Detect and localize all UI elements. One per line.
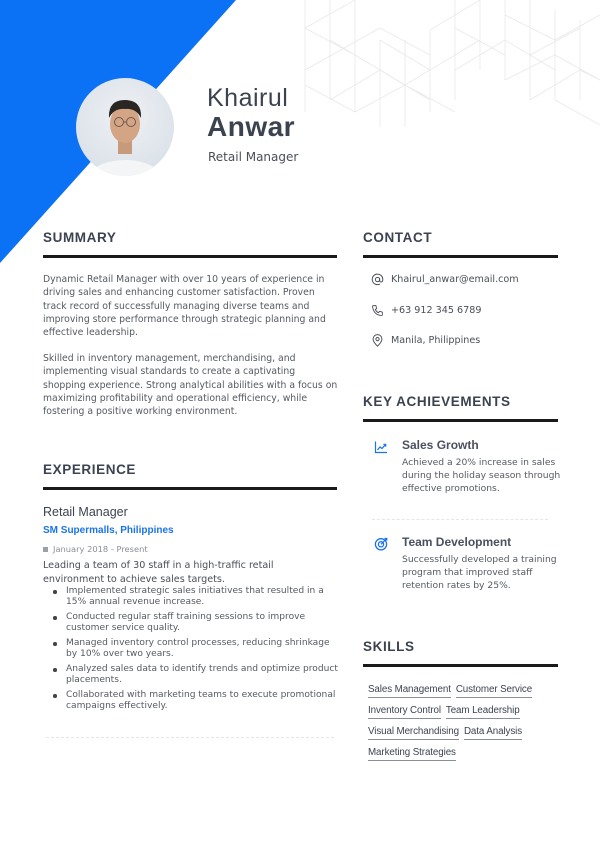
experience-heading: EXPERIENCE — [43, 462, 137, 477]
skills-divider — [363, 664, 558, 667]
phone-icon — [371, 304, 384, 317]
contact-divider — [363, 255, 558, 258]
experience-bullet: Analyzed sales data to identify trends and optimize product placements. — [53, 664, 338, 686]
calendar-icon — [43, 547, 48, 552]
profile-photo — [76, 78, 174, 176]
contact-heading: CONTACT — [363, 230, 433, 245]
contact-phone-text: +63 912 345 6789 — [391, 305, 482, 316]
achievements-divider — [363, 419, 558, 422]
contact-phone[interactable] — [371, 304, 481, 317]
last-name: Anwar — [207, 111, 296, 142]
target-icon — [374, 537, 388, 551]
skill-tag: Sales Management — [368, 684, 451, 698]
trending-up-icon — [374, 440, 388, 454]
achievements-heading: KEY ACHIEVEMENTS — [363, 394, 511, 409]
skill-tag: Visual Merchandising — [368, 726, 459, 740]
achievement-title: Sales Growth — [402, 438, 479, 452]
achievement-title: Team Development — [402, 535, 512, 549]
skill-tag: Team Leadership — [446, 705, 520, 719]
skill-tag: Inventory Control — [368, 705, 441, 719]
experience-role: Retail Manager — [43, 505, 128, 519]
experience-dates-text: January 2018 - Present — [53, 544, 148, 554]
experience-dates — [43, 544, 148, 554]
achievement-description: Achieved a 20% increase in sales during the holiday season through effective promotions. — [402, 457, 561, 494]
first-name: Khairul — [207, 84, 289, 112]
experience-description: Leading a team of 30 staff in a high-traffic retail environment to achieve sales targets. — [43, 560, 274, 585]
contact-email[interactable] — [371, 273, 519, 286]
skill-tag: Customer Service — [456, 684, 532, 698]
skill-tag: Marketing Strategies — [368, 747, 456, 761]
summary-paragraph: Skilled in inventory management, merchandising, and implementing visual standards to create a captivating shopping experience. Strong analytical abilities with a focus on maximizing profitability and operational efficiency, while fostering a positive working environment. — [43, 353, 338, 418]
experience-bullet: Conducted regular staff training sessions to improve customer service quality. — [53, 612, 338, 634]
skills-heading: SKILLS — [363, 639, 415, 654]
experience-divider — [43, 487, 337, 490]
achievement-divider — [372, 519, 548, 520]
skills-list — [368, 684, 558, 761]
job-title: Retail Manager — [208, 150, 299, 164]
contact-location — [371, 334, 480, 347]
geometric-pattern-background — [300, 0, 600, 130]
experience-bullet: Collaborated with marketing teams to execute promotional campaigns effectively. — [53, 690, 338, 712]
summary-heading: SUMMARY — [43, 230, 117, 245]
experience-bullets — [53, 586, 338, 716]
achievement-description: Successfully developed a training program that improved staff retention rates by 25%. — [402, 554, 557, 591]
summary-divider — [43, 255, 337, 258]
summary-paragraph: Dynamic Retail Manager with over 10 years of experience in driving sales and enhancing customer satisfaction. Proven track record of successfully managing diverse teams and improving store performance through strategic planning and effective leadership. — [43, 274, 326, 339]
experience-bullet: Managed inventory control processes, reducing shrinkage by 10% over two years. — [53, 638, 338, 660]
contact-location-text: Manila, Philippines — [391, 335, 481, 346]
experience-bullet: Implemented strategic sales initiatives that resulted in a 15% annual revenue increase. — [53, 586, 338, 608]
experience-item-divider — [46, 737, 334, 738]
skill-tag: Data Analysis — [464, 726, 522, 740]
at-icon — [371, 273, 384, 286]
location-pin-icon — [371, 334, 384, 347]
contact-email-text: Khairul_anwar@email.com — [391, 274, 519, 285]
experience-company: SM Supermalls, Philippines — [43, 525, 174, 536]
